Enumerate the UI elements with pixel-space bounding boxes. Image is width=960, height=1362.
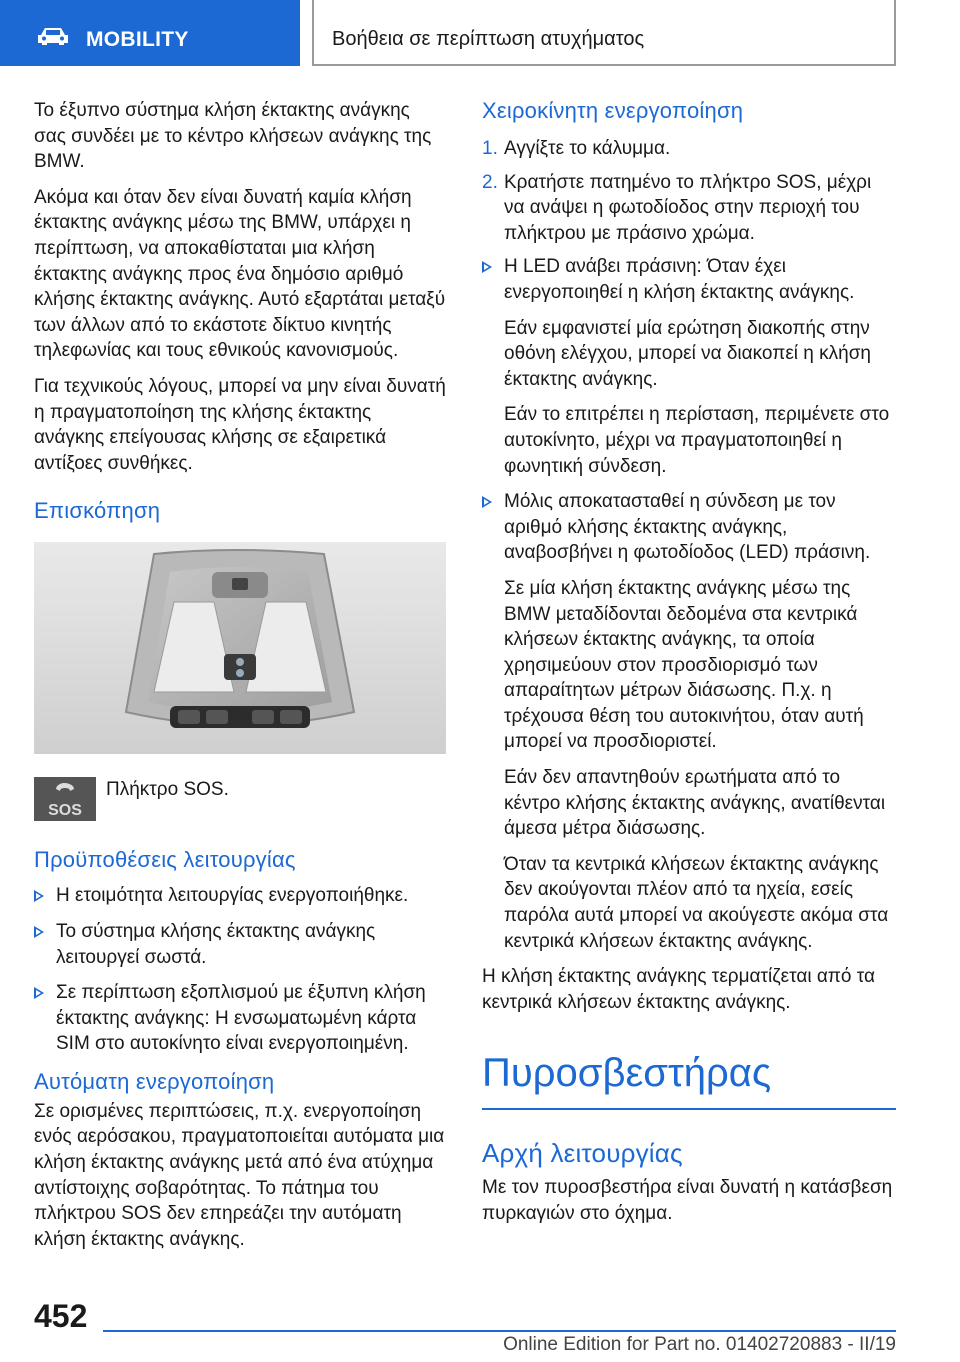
sos-legend — [34, 777, 446, 837]
list-item-text: Εάν δεν απαντηθούν ερωτήματα από το κέντρο κλήσης έκτακτης ανάγκης, ανατίθενται άμεσα μέτρα διάσωσης. — [504, 767, 886, 840]
car-icon — [36, 26, 70, 46]
prerequisites-list — [34, 883, 446, 1057]
step-number: 2. — [482, 171, 498, 193]
overhead-console-photo — [34, 542, 446, 754]
list-item-text: Μόλις αποκατασταθεί η σύνδεση με τον αριθμό κλήσης έκτακτης ανάγκης, αναβοσβήνει η φωτοδίοδος (LED) πράσινη. — [504, 491, 871, 564]
list-item — [34, 980, 446, 1057]
triangle-bullet-icon — [482, 496, 492, 508]
call-end-text: Η κλήση έκτακτης ανάγκης τερματίζεται από τα κεντρικά κλήσεων έκτακτης ανάγκης. — [482, 966, 875, 1013]
list-item — [34, 919, 446, 970]
step-text: Αγγίξτε το κάλυμμα. — [504, 138, 671, 159]
list-item — [482, 489, 894, 954]
list-item — [482, 254, 894, 479]
list-item-text: Σε μία κλήση έκτακτης ανάγκης μέσω της BMW μεταδίδονται δεδομένα στα κεντρικά κλήσεων έκτακτης ανάγκης, τα οποία χρησιμεύουν στον προσδιορισμό των απαραίτητων μέτρων διάσωσης. Π.χ. η τρέχουσα θέση του αυτοκινήτου, όταν αυτή μπορεί να προσδιοριστεί. — [504, 577, 864, 753]
mobility-tab-label: MOBILITY — [86, 28, 189, 51]
list-item-text: Η LED ανάβει πράσινη: Όταν έχει ενεργοποιηθεί η κλήση έκτακτης ανάγκης. — [504, 256, 855, 303]
left-column — [34, 98, 446, 1262]
prerequisites-heading: Προϋποθέσεις λειτουργίας — [34, 847, 296, 873]
triangle-bullet-icon — [34, 987, 44, 999]
status-list — [482, 254, 894, 954]
page-header — [0, 0, 960, 66]
steps-list — [482, 136, 894, 246]
list-item-text: Όταν τα κεντρικά κλήσεων έκτακτης ανάγκης δεν ακούγονται πλέον από τα ηχεία, εσείς παρόλα αυτά μπορεί να ακούγεστε ακόμα στα κεντρικά κλήσεων έκτακτης ανάγκης. — [504, 853, 889, 952]
section-title-box — [312, 0, 896, 66]
list-item-text: Εάν το επιτρέπει η περίσταση, περιμένετε στο αυτοκίνητο, μέχρι να πραγματοποιηθεί η φωνητική σύνδεση. — [504, 404, 890, 477]
fire-extinguisher-heading: Πυροσβεστήρας — [482, 1051, 772, 1096]
sos-caption: Πλήκτρο SOS. — [106, 779, 229, 801]
page-number: 452 — [34, 1298, 88, 1334]
list-item-text: Η ετοιμότητα λειτουργίας ενεργοποιήθηκε. — [56, 885, 409, 907]
list-item-text: Σε περίπτωση εξοπλισμού με έξυπνη κλήση έκτακτης ανάγκης: Η ενσωματωμένη κάρτα SIM στο αυτοκίνητο είναι ενεργοποιημένη. — [56, 982, 426, 1055]
mobility-tab[interactable] — [0, 0, 300, 66]
list-item-text: Το σύστημα κλήσης έκτακτης ανάγκης λειτουργεί σωστά. — [56, 920, 376, 968]
section-title: Βοήθεια σε περίπτωση ατυχήματος — [332, 28, 645, 50]
footer-divider — [103, 1330, 896, 1332]
step-item — [482, 136, 894, 162]
principle-text: Με τον πυροσβεστήρα είναι δυνατή η κατάσβεση πυρκαγιών στο όχημα. — [482, 1177, 893, 1224]
intro-paragraph-1: Το έξυπνο σύστημα κλήση έκτακτης ανάγκης σας συνδέει με το κέντρο κλήσεων ανάγκης της BMW. — [34, 100, 432, 173]
svg-text:SOS: SOS — [48, 802, 82, 820]
edition-text: Online Edition for Part no. 01402720883 - II/19 — [503, 1334, 896, 1355]
triangle-bullet-icon — [482, 261, 492, 273]
list-item-text: Εάν εμφανιστεί μία ερώτηση διακοπής στην οθόνη ελέγχου, μπορεί να διακοπεί η κλήση έκτακτης ανάγκης. — [504, 317, 871, 390]
right-column — [482, 98, 894, 1237]
step-number: 1. — [482, 138, 498, 159]
overview-heading: Επισκόπηση — [34, 498, 161, 524]
principle-heading: Αρχή λειτουργίας — [482, 1138, 683, 1169]
step-text: Κρατήστε πατημένο το πλήκτρο SOS, μέχρι να ανάψει η φωτοδίοδος στην περιοχή του πλήκτρου με πράσινο χρώμα. — [504, 171, 872, 244]
manual-activation-heading: Χειροκίνητη ενεργοποίηση — [482, 98, 744, 123]
step-item — [482, 170, 894, 247]
triangle-bullet-icon — [34, 926, 44, 938]
list-item — [34, 883, 446, 909]
automatic-activation-text: Σε ορισμένες περιπτώσεις, π.χ. ενεργοποίηση ενός αερόσακου, πραγματοποιείται αυτόματα μια κλήση έκτακτης ανάγκης μετά από ένα ατύχημα αντίστοιχης σοβαρότητας. Το πάτημα του πλήκτρου SOS δεν επηρεάζει την αυτόματη κλήση έκτακτης ανάγκης. — [34, 1100, 445, 1250]
automatic-activation-heading: Αυτόματη ενεργοποίηση — [34, 1068, 275, 1094]
intro-paragraph-2: Ακόμα και όταν δεν είναι δυνατή καμία κλήση έκτακτης ανάγκης μέσω της BMW, υπάρχει η περίπτωση, να αποκαθίσταται μια κλήση έκτακτης ανάγκης προς ένα δημόσιο αριθμό κλήσης έκτακτης ανάγκης. Αυτό εξαρτάται μεταξύ των άλλων από το εκάστοτε δίκτυο κινητής τηλεφωνίας και τους εθνικούς κανονισμούς. — [34, 186, 446, 362]
triangle-bullet-icon — [34, 890, 44, 902]
heading-divider — [482, 1108, 896, 1110]
intro-paragraph-3: Για τεχνικούς λόγους, μπορεί να μην είναι δυνατή η πραγματοποίηση της κλήσης έκτακτης ανάγκης επείγουσας κλήσης σε εξαιρετικά αντίξοες συνθήκες. — [34, 375, 446, 474]
sos-button-icon — [34, 777, 96, 821]
